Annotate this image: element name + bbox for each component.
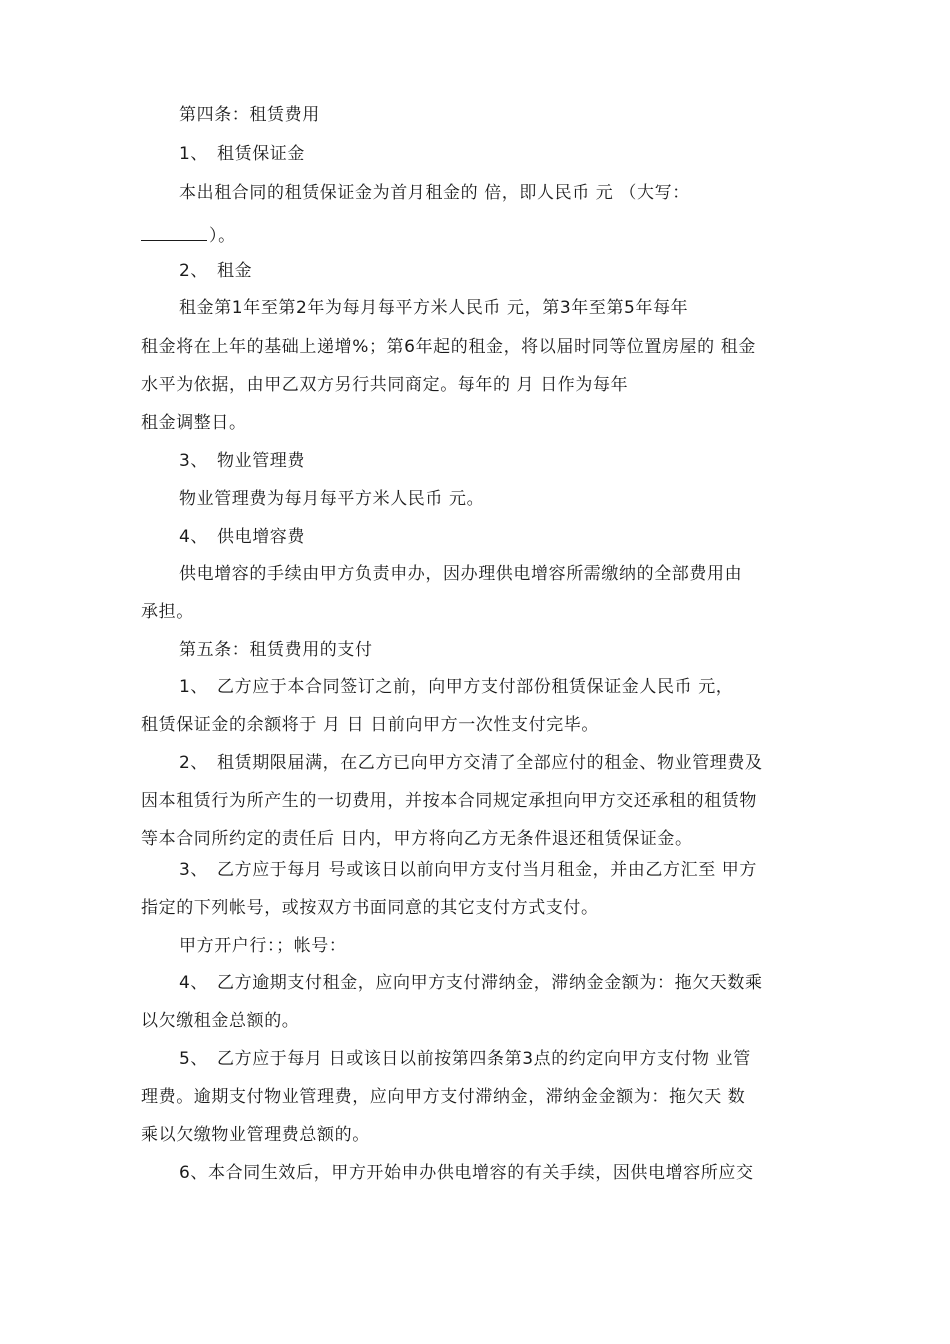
clause-number: 3、: [179, 860, 209, 880]
power-fee-paragraph-line: 承担。: [141, 602, 194, 622]
payment-clause-line: 以欠缴租金总额的。: [141, 1011, 300, 1031]
payment-clause-line: 6、本合同生效后，甲方开始申办供电增容的有关手续，因供电增容所应交: [179, 1163, 754, 1183]
clause-text: 租赁期限届满，在乙方已向甲方交清了全部应付的租金、物业管理费及: [217, 753, 763, 773]
payment-clause-line: [179, 972, 763, 994]
article-5-heading: 第五条：租赁费用的支付: [179, 640, 373, 660]
clause-text: 乙方逾期支付租金，应向甲方支付滞纳金，滞纳金金额为：拖欠天数乘: [217, 973, 763, 993]
clause-text: 乙方应于每月 号或该日以前向甲方支付当月租金，并由乙方汇至 甲方: [217, 860, 758, 880]
section-heading-deposit: [179, 143, 305, 165]
payment-clause-line: 指定的下列帐号，或按双方书面同意的其它支付方式支付。: [141, 898, 599, 918]
rent-paragraph-line: 租金第1年至第2年为每月每平方米人民币 元，第3年至第5年每年: [179, 298, 689, 318]
section-heading-management-fee: [179, 450, 305, 472]
payment-clause-line: [179, 859, 757, 881]
payment-clause-line: 租赁保证金的余额将于 月 日 日前向甲方一次性支付完毕。: [141, 715, 600, 735]
article-4-heading: 第四条：租赁费用: [179, 105, 320, 125]
payment-clause-line: 因本租赁行为所产生的一切费用，并按本合同规定承担向甲方交还承租的租赁物: [141, 791, 757, 811]
fill-in-blank: [141, 224, 207, 241]
section-number: 1、: [179, 144, 209, 164]
clause-text: 乙方应于每月 日或该日以前按第四条第3点的约定向甲方支付物 业管: [217, 1049, 751, 1069]
clause-text: 乙方应于本合同签订之前，向甲方支付部份租赁保证金人民币 元，: [217, 677, 734, 697]
payment-clause-line: [179, 1048, 751, 1070]
rent-paragraph-line: 租金调整日。: [141, 413, 247, 433]
rent-paragraph-line: 水平为依据，由甲乙双方另行共同商定。每年的 月 日作为每年: [141, 375, 629, 395]
section-title: 租赁保证金: [217, 144, 305, 164]
section-number: 3、: [179, 451, 209, 471]
payment-clause-line: 等本合同所约定的责任后 日内，甲方将向乙方无条件退还租赁保证金。: [141, 829, 693, 849]
payment-clause-line: 乘以欠缴物业管理费总额的。: [141, 1125, 370, 1145]
clause-number: 1、: [179, 677, 209, 697]
payment-clause-line: [179, 676, 733, 698]
closing-text: ）。: [209, 226, 236, 246]
deposit-paragraph-line: [141, 224, 236, 247]
section-title: 物业管理费: [217, 451, 305, 471]
management-fee-paragraph-line: 物业管理费为每月每平方米人民币 元。: [179, 489, 485, 509]
clause-number: 2、: [179, 753, 209, 773]
section-heading-rent: [179, 260, 252, 282]
clause-number: 5、: [179, 1049, 209, 1069]
payment-clause-line: 理费。逾期支付物业管理费，应向甲方支付滞纳金，滞纳金金额为：拖欠天 数: [141, 1087, 746, 1107]
bank-account-line: 甲方开户行：；帐号：: [179, 936, 347, 956]
power-fee-paragraph-line: 供电增容的手续由甲方负责申办，因办理供电增容所需缴纳的全部费用由: [179, 564, 743, 584]
payment-clause-line: [179, 752, 763, 774]
deposit-paragraph-line: 本出租合同的租赁保证金为首月租金的 倍，即人民币 元 （大写：: [179, 183, 690, 203]
section-title: 租金: [217, 261, 253, 281]
section-heading-power-fee: [179, 526, 305, 548]
section-number: 2、: [179, 261, 209, 281]
section-title: 供电增容费: [217, 527, 305, 547]
rent-paragraph-line: 租金将在上年的基础上递增%；第6年起的租金，将以届时同等位置房屋的 租金: [141, 337, 756, 357]
section-number: 4、: [179, 527, 209, 547]
clause-number: 4、: [179, 973, 209, 993]
